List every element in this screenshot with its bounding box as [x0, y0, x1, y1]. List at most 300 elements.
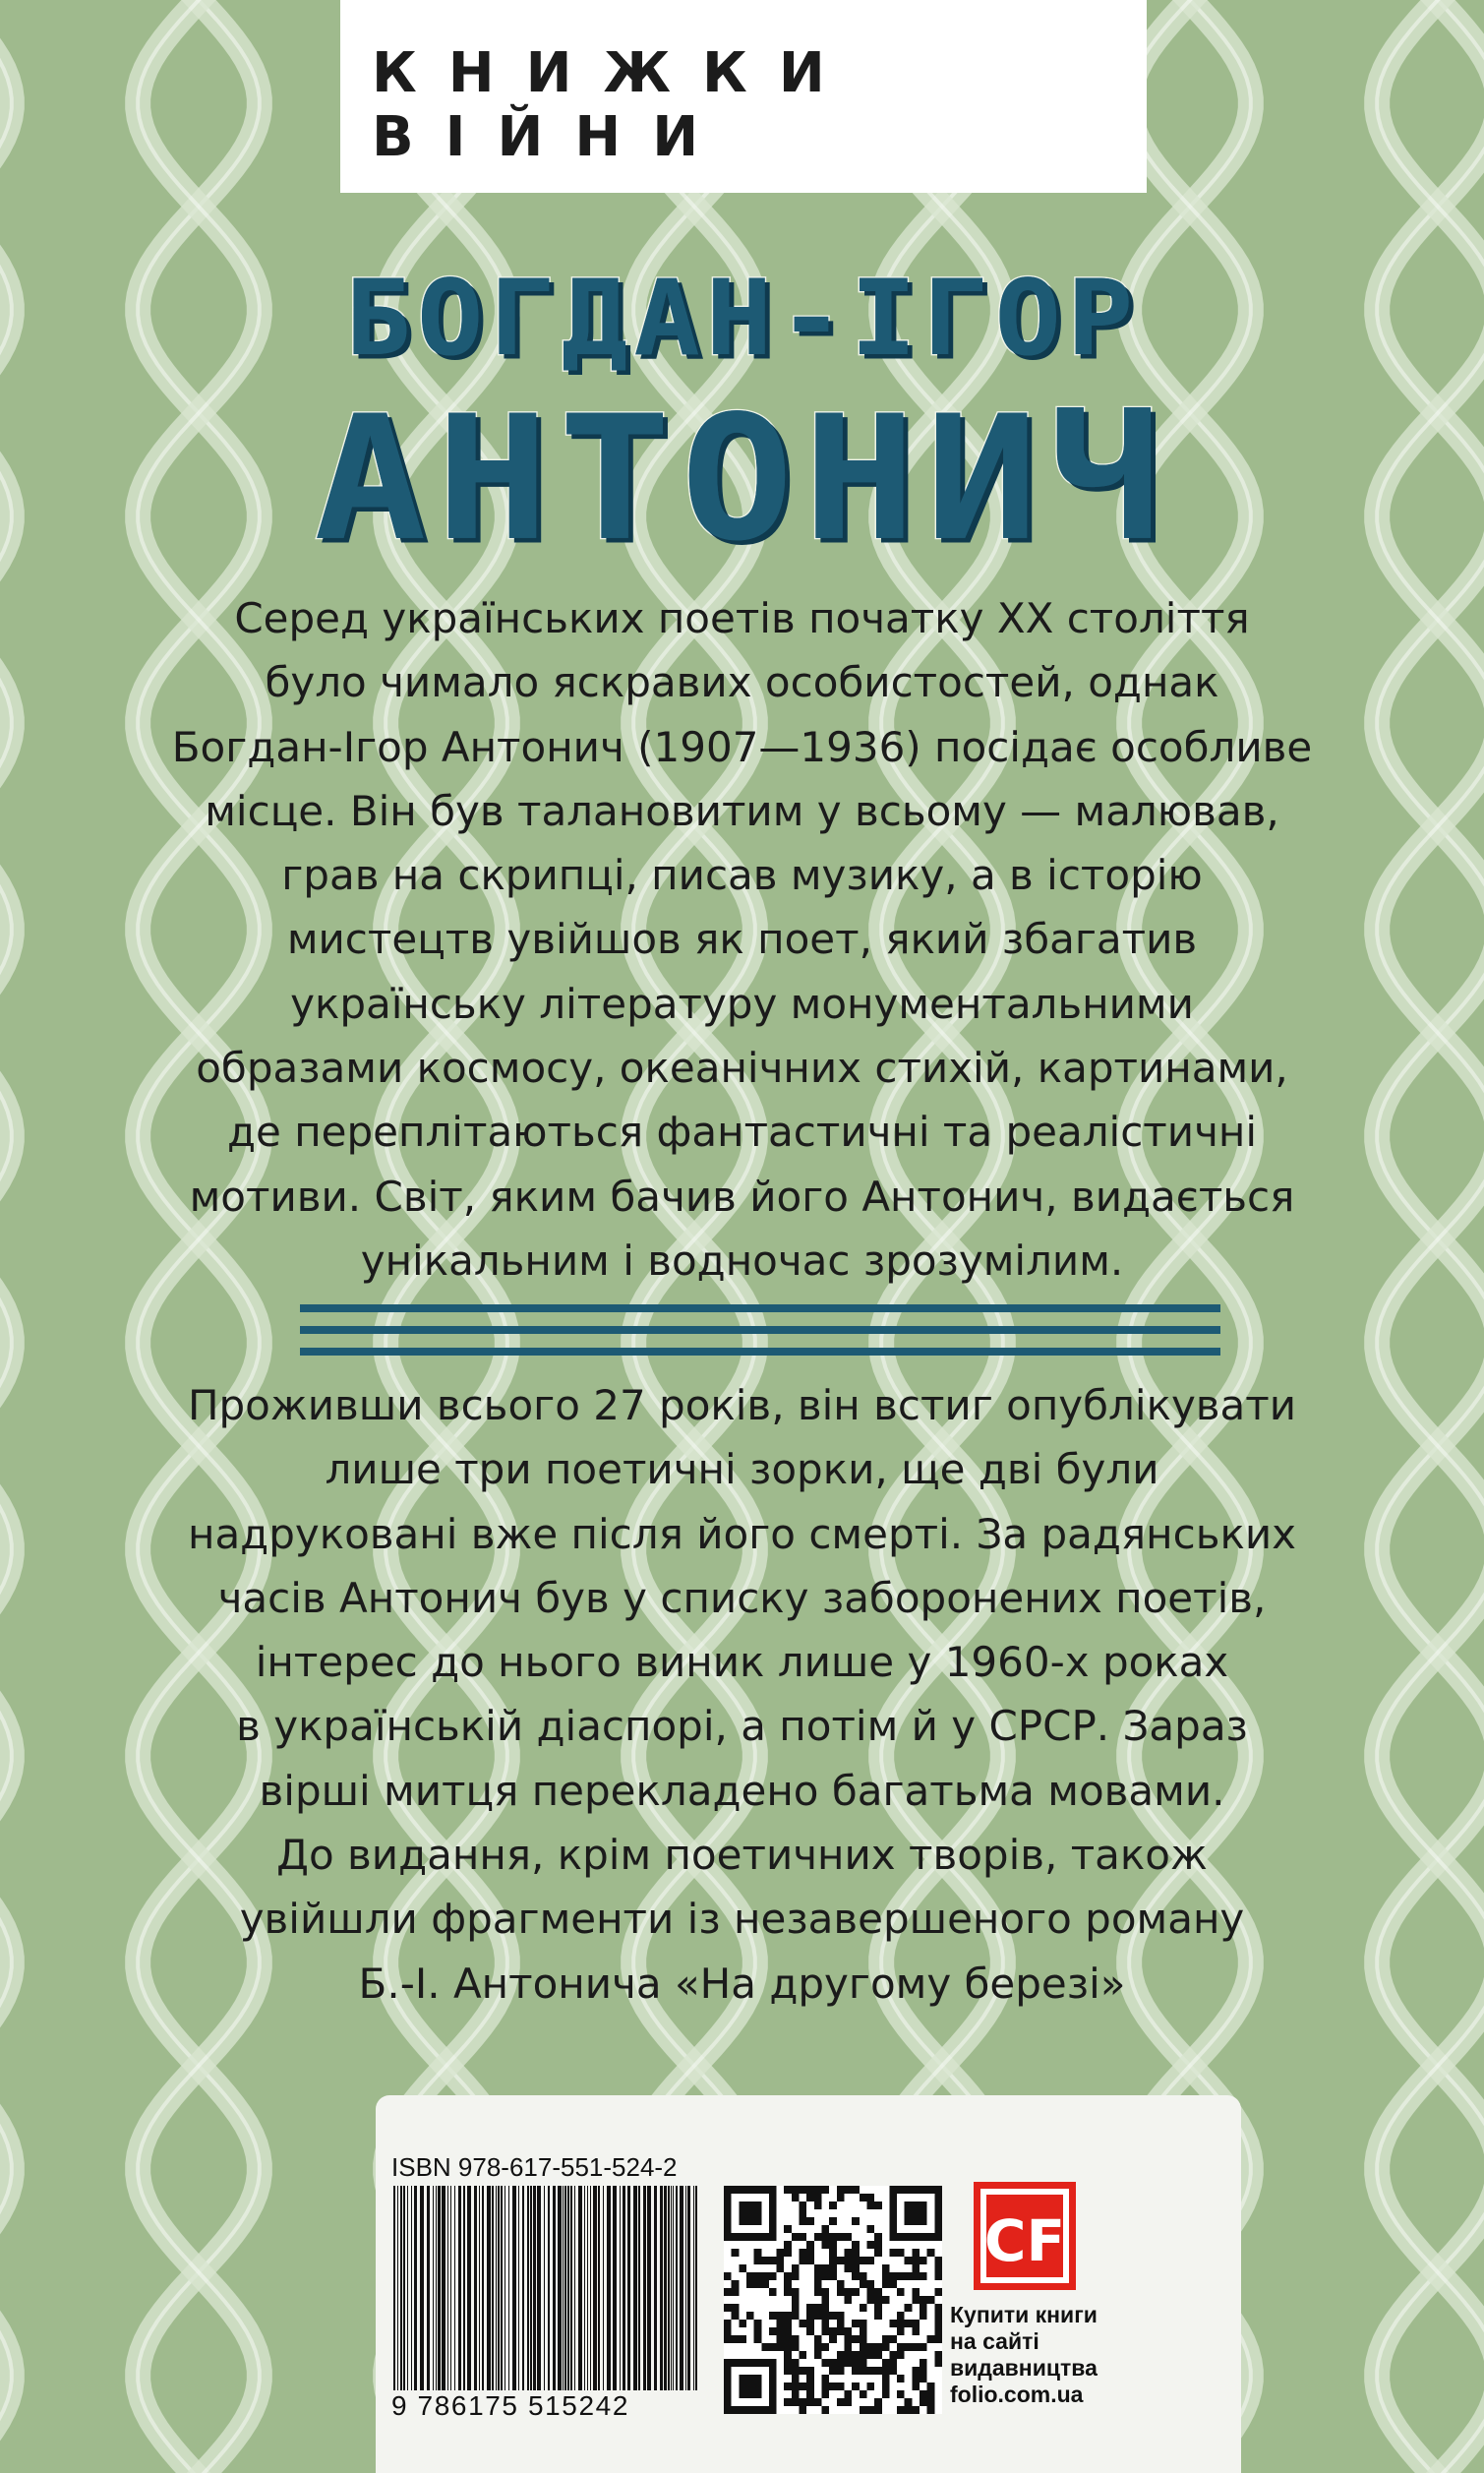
qr-module [837, 2186, 845, 2194]
barcode-bar [548, 2186, 550, 2390]
qr-module [814, 2233, 822, 2241]
qr-module [814, 2335, 822, 2343]
qr-module [889, 2233, 897, 2241]
qr-module [739, 2335, 746, 2343]
qr-module [860, 2390, 867, 2398]
qr-module [920, 2367, 927, 2375]
qr-module [800, 2383, 807, 2390]
qr-module [934, 2225, 942, 2233]
text-line: До видання, крім поетичних творів, також [276, 1831, 1208, 1880]
qr-module [739, 2233, 746, 2241]
qr-module [777, 2335, 785, 2343]
qr-module [769, 2367, 777, 2375]
qr-module [792, 2264, 800, 2272]
caption-line: видавництва [950, 2355, 1098, 2381]
barcode-bar [458, 2186, 461, 2390]
qr-module [806, 2217, 814, 2225]
qr-module [724, 2383, 732, 2390]
qr-module [754, 2202, 762, 2209]
barcode-bar [687, 2186, 690, 2390]
qr-module [814, 2272, 822, 2280]
qr-module [897, 2233, 905, 2241]
barcode-bar [590, 2186, 591, 2390]
qr-module [844, 2186, 852, 2194]
qr-module [844, 2257, 852, 2264]
qr-module [934, 2217, 942, 2225]
qr-module [897, 2390, 905, 2398]
barcode-bar [574, 2186, 575, 2390]
qr-module [806, 2304, 814, 2312]
caption-line: на сайті [950, 2328, 1039, 2354]
qr-module [866, 2383, 874, 2390]
text-line: мистецтв увійшов як поет, який збагатив [286, 915, 1198, 964]
qr-module [754, 2390, 762, 2398]
qr-module [882, 2367, 890, 2375]
barcode-bar [518, 2186, 519, 2390]
qr-module [769, 2217, 777, 2225]
qr-module [927, 2335, 935, 2343]
qr-module [860, 2272, 867, 2280]
qr-module [761, 2406, 769, 2414]
text-line: надруковані вже після його смерті. За радянських [187, 1509, 1296, 1558]
qr-module [934, 2320, 942, 2327]
qr-module [724, 2335, 732, 2343]
qr-module [754, 2217, 762, 2225]
qr-module [934, 2272, 942, 2280]
qr-module [754, 2186, 762, 2194]
qr-module [860, 2343, 867, 2351]
qr-module [746, 2390, 754, 2398]
barcode-bar [427, 2186, 430, 2390]
barcode-bar [603, 2186, 604, 2390]
qr-module [920, 2217, 927, 2225]
qr-module [800, 2186, 807, 2194]
qr-module [800, 2249, 807, 2257]
qr-module [777, 2312, 785, 2320]
qr-module [934, 2194, 942, 2202]
qr-module [792, 2367, 800, 2375]
qr-module [844, 2327, 852, 2335]
qr-module [889, 2320, 897, 2327]
qr-module [882, 2264, 890, 2272]
qr-module [882, 2335, 890, 2343]
qr-module [814, 2304, 822, 2312]
qr-module [882, 2280, 890, 2288]
qr-module [769, 2383, 777, 2390]
qr-module [920, 2359, 927, 2367]
qr-module [769, 2406, 777, 2414]
qr-module [934, 2351, 942, 2359]
barcode-bar [487, 2186, 491, 2390]
qr-module [814, 2398, 822, 2406]
qr-module [732, 2406, 740, 2414]
qr-module [814, 2264, 822, 2272]
qr-module [754, 2272, 762, 2280]
qr-module [761, 2233, 769, 2241]
qr-module [866, 2406, 874, 2414]
barcode-bar [647, 2186, 651, 2390]
qr-module [905, 2186, 913, 2194]
qr-module [920, 2398, 927, 2406]
barcode-bar [584, 2186, 585, 2390]
qr-module [814, 2312, 822, 2320]
qr-module [866, 2343, 874, 2351]
qr-module [837, 2327, 845, 2335]
qr-module [746, 2280, 754, 2288]
qr-module [905, 2304, 913, 2312]
qr-module [724, 2202, 732, 2209]
barcode-bar [400, 2186, 402, 2390]
qr-module [784, 2312, 792, 2320]
text-line: інтерес до нього виник лише у 1960-х роках [255, 1638, 1229, 1687]
qr-module [889, 2335, 897, 2343]
qr-module [724, 2209, 732, 2217]
author-last-name: АНТОНИЧ [314, 379, 1170, 579]
qr-module [814, 2343, 822, 2351]
qr-module [814, 2202, 822, 2209]
barcode-bar [433, 2186, 434, 2390]
qr-module [814, 2288, 822, 2296]
qr-module [874, 2406, 882, 2414]
qr-module [784, 2249, 792, 2257]
qr-module [822, 2241, 830, 2249]
barcode-bar [673, 2186, 674, 2390]
qr-module [746, 2383, 754, 2390]
barcode-bar [695, 2186, 697, 2390]
publisher-logo-text: CF [983, 2207, 1066, 2274]
barcode-bar [578, 2186, 582, 2390]
qr-module [882, 2272, 890, 2280]
qr-module [829, 2202, 837, 2209]
qr-module [732, 2359, 740, 2367]
qr-module [724, 2186, 732, 2194]
barcode-bar [420, 2186, 424, 2390]
qr-module [844, 2296, 852, 2304]
qr-module [889, 2209, 897, 2217]
barcode-bar [411, 2186, 412, 2390]
qr-module [769, 2225, 777, 2233]
qr-module [724, 2390, 732, 2398]
qr-module [792, 2375, 800, 2383]
qr-module [912, 2296, 920, 2304]
qr-module [829, 2257, 837, 2264]
qr-module [822, 2359, 830, 2367]
qr-module [829, 2264, 837, 2272]
qr-module [822, 2272, 830, 2280]
barcode-bar [530, 2186, 532, 2390]
barcode-bar [638, 2186, 640, 2390]
qr-module [769, 2233, 777, 2241]
qr-module [769, 2186, 777, 2194]
qr-module [806, 2249, 814, 2257]
barcode-bar [598, 2186, 600, 2390]
qr-module [761, 2280, 769, 2288]
barcode-bar [564, 2186, 566, 2390]
qr-module [882, 2383, 890, 2390]
qr-module [822, 2383, 830, 2390]
qr-module [912, 2233, 920, 2241]
qr-module [889, 2359, 897, 2367]
qr-module [792, 2288, 800, 2296]
barcode-bar [467, 2186, 471, 2390]
qr-module [739, 2359, 746, 2367]
qr-module [920, 2296, 927, 2304]
barcode-bar [593, 2186, 597, 2390]
text-line: Серед українських поетів початку ХХ століття [234, 594, 1250, 642]
qr-module [792, 2272, 800, 2280]
text-line: українську літературу монументальними [290, 979, 1194, 1028]
qr-module [777, 2327, 785, 2335]
qr-module [761, 2257, 769, 2264]
qr-module [844, 2359, 852, 2367]
barcode-bar [570, 2186, 572, 2390]
publisher-logo[interactable] [974, 2182, 1076, 2290]
qr-module [784, 2367, 792, 2375]
barcode-bar [627, 2186, 630, 2390]
qr-module [822, 2233, 830, 2241]
barcode-bar [558, 2186, 562, 2390]
qr-module [934, 2186, 942, 2194]
qr-module [829, 2241, 837, 2249]
qr-module [754, 2327, 762, 2335]
qr-module [852, 2241, 860, 2249]
qr-module [866, 2296, 874, 2304]
qr-module [806, 2194, 814, 2202]
qr-module [822, 2390, 830, 2398]
qr-module [889, 2202, 897, 2209]
qr-module [897, 2320, 905, 2327]
qr-module [829, 2233, 837, 2241]
qr-module [724, 2367, 732, 2375]
qr-module [800, 2233, 807, 2241]
qr-module [792, 2335, 800, 2343]
qr-module [897, 2406, 905, 2414]
qr-module [754, 2406, 762, 2414]
barcode-bar [450, 2186, 451, 2390]
qr-module [860, 2257, 867, 2264]
qr-module [866, 2288, 874, 2296]
qr-module [852, 2351, 860, 2359]
qr-module [866, 2280, 874, 2288]
isbn-label: ISBN 978-617-551-524-2 [391, 2152, 678, 2182]
qr-module [784, 2272, 792, 2280]
qr-module [724, 2327, 732, 2335]
qr-module [882, 2296, 890, 2304]
text-line: увійшли фрагменти із незавершеного роману [239, 1895, 1245, 1944]
qr-module [927, 2406, 935, 2414]
qr-module [920, 2202, 927, 2209]
qr-module [800, 2367, 807, 2375]
qr-module [724, 2406, 732, 2414]
qr-module [784, 2280, 792, 2288]
qr-module [806, 2398, 814, 2406]
qr-module [920, 2233, 927, 2241]
qr-module [746, 2233, 754, 2241]
qr-module [837, 2320, 845, 2327]
qr-module [761, 2359, 769, 2367]
barcode-bar [522, 2186, 524, 2390]
qr-module [769, 2194, 777, 2202]
qr-module [732, 2233, 740, 2241]
qr-module [806, 2327, 814, 2335]
qr-module [806, 2186, 814, 2194]
qr-module [777, 2320, 785, 2327]
qr-module [927, 2233, 935, 2241]
qr-module [889, 2280, 897, 2288]
qr-module [784, 2288, 792, 2296]
qr-module [860, 2351, 867, 2359]
qr-module [860, 2327, 867, 2335]
qr-module [739, 2186, 746, 2194]
barcode-bar [664, 2186, 667, 2390]
author-first-name: БОГДАН-ІГОР [344, 258, 1140, 380]
qr-module [837, 2257, 845, 2264]
qr-module [777, 2264, 785, 2272]
qr-module [769, 2359, 777, 2367]
qr-module [829, 2359, 837, 2367]
qr-module [852, 2264, 860, 2272]
qr-module [860, 2359, 867, 2367]
qr-module [860, 2194, 867, 2202]
text-line: було чимало яскравих особистостей, однак [265, 658, 1219, 707]
barcode-bar [479, 2186, 480, 2390]
qr-module [822, 2406, 830, 2414]
qr-module [822, 2264, 830, 2272]
qr-module [912, 2264, 920, 2272]
barcode-bar [537, 2186, 541, 2390]
qr-module [792, 2304, 800, 2312]
qr-module [852, 2335, 860, 2343]
qr-module [754, 2383, 762, 2390]
qr-module [860, 2320, 867, 2327]
text-line: в українській діаспорі, а потім й у СРСР. Зараз [236, 1702, 1248, 1751]
qr-module [927, 2390, 935, 2398]
barcode-bar [607, 2186, 611, 2390]
qr-module [889, 2249, 897, 2257]
barcode-bar [693, 2186, 694, 2390]
barcode-bar [587, 2186, 588, 2390]
barcode-bar [393, 2186, 395, 2390]
qr-module [866, 2225, 874, 2233]
qr-module [822, 2296, 830, 2304]
qr-module [882, 2375, 890, 2383]
qr-module [822, 2312, 830, 2320]
qr-module [806, 2320, 814, 2327]
qr-module [800, 2202, 807, 2209]
qr-module [837, 2359, 845, 2367]
qr-module [860, 2335, 867, 2343]
qr-module [739, 2209, 746, 2217]
barcode-bar [512, 2186, 516, 2390]
qr-module [746, 2186, 754, 2194]
qr-module [860, 2406, 867, 2414]
qr-module [806, 2257, 814, 2264]
qr-module [874, 2304, 882, 2312]
series-title: КНИЖКИ ВІЙНИ [372, 41, 857, 169]
qr-module [739, 2375, 746, 2383]
qr-module [822, 2304, 830, 2312]
qr-module [732, 2335, 740, 2343]
qr-module [837, 2383, 845, 2390]
qr-module [777, 2257, 785, 2264]
qr-module [905, 2217, 913, 2225]
qr-module [800, 2209, 807, 2217]
qr-module [761, 2186, 769, 2194]
barcode-bar [680, 2186, 683, 2390]
qr-module [769, 2390, 777, 2398]
qr-module [934, 2304, 942, 2312]
qr-module [739, 2320, 746, 2327]
series-label-box [340, 0, 1147, 193]
qr-module [784, 2383, 792, 2390]
qr-module [746, 2406, 754, 2414]
qr-module [934, 2312, 942, 2320]
barcode-bar [454, 2186, 455, 2390]
qr-module [897, 2375, 905, 2383]
qr-module [844, 2390, 852, 2398]
barcode-bar [685, 2186, 686, 2390]
qr-module [822, 2320, 830, 2327]
qr-module [829, 2272, 837, 2280]
qr-module [837, 2233, 845, 2241]
qr-code-icon[interactable] [724, 2186, 942, 2414]
qr-module [732, 2186, 740, 2194]
qr-module [769, 2288, 777, 2296]
qr-module [769, 2209, 777, 2217]
qr-module [912, 2383, 920, 2390]
qr-module [844, 2351, 852, 2359]
qr-module [769, 2375, 777, 2383]
qr-module [889, 2225, 897, 2233]
barcode-number: 9 786175 515242 [391, 2390, 629, 2421]
qr-module [852, 2359, 860, 2367]
barcode-bar [463, 2186, 465, 2390]
qr-module [769, 2272, 777, 2280]
qr-module [905, 2320, 913, 2327]
qr-module [874, 2296, 882, 2304]
caption-line: Купити книги [950, 2302, 1098, 2327]
qr-module [860, 2304, 867, 2312]
text-line: лише три поетичні зорки, ще дві були [325, 1445, 1159, 1494]
qr-module [860, 2367, 867, 2375]
qr-module [784, 2327, 792, 2335]
qr-module [874, 2241, 882, 2249]
text-line: унікальним і водночас зрозумілим. [360, 1236, 1124, 1285]
barcode-bar [654, 2186, 657, 2390]
barcode-bar [567, 2186, 569, 2390]
qr-module [769, 2312, 777, 2320]
qr-module [806, 2390, 814, 2398]
caption-line[interactable]: folio.com.ua [950, 2382, 1084, 2407]
qr-module [754, 2209, 762, 2217]
qr-module [844, 2335, 852, 2343]
qr-module [912, 2249, 920, 2257]
qr-module [934, 2202, 942, 2209]
qr-module [837, 2288, 845, 2296]
qr-module [806, 2312, 814, 2320]
qr-module [934, 2257, 942, 2264]
qr-module [837, 2194, 845, 2202]
text-line: вірші митця перекладено багатьма мовами. [259, 1766, 1225, 1815]
qr-module [874, 2233, 882, 2241]
qr-module [754, 2249, 762, 2257]
qr-module [732, 2249, 740, 2257]
qr-module [905, 2209, 913, 2217]
qr-module [814, 2194, 822, 2202]
barcode-bar [563, 2186, 564, 2390]
barcode-bar [668, 2186, 670, 2390]
barcode-bar [492, 2186, 494, 2390]
